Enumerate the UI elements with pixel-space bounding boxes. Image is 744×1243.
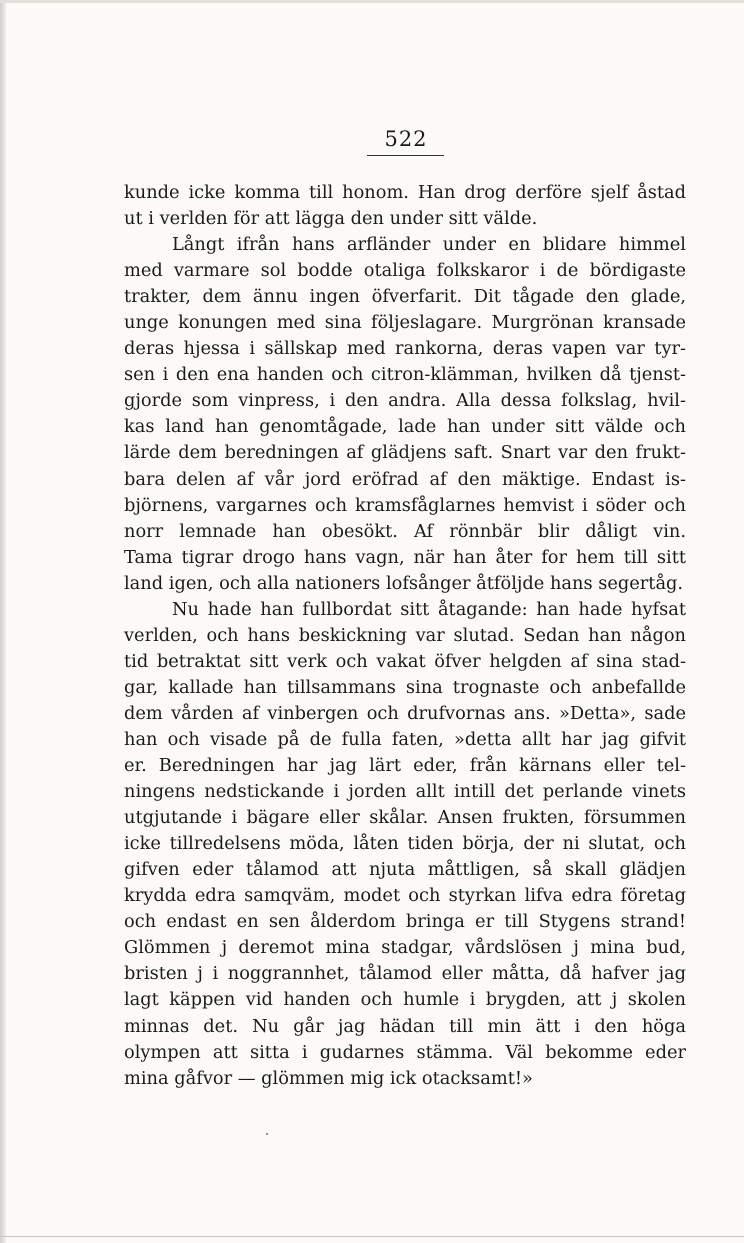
text-line: gar, kallade han tillsammans sina trognaste och anbefallde: [124, 676, 686, 698]
text-line: Tama tigrar drogo hans vagn, när han åter for hem till sitt: [124, 546, 686, 568]
page-binding-edge: [0, 0, 6, 1243]
text-line: krydda edra samqväm, modet och styrkan lifva edra företag: [124, 885, 686, 907]
text-line: och endast en sen ålderdom bringa er till Stygens strand!: [124, 911, 686, 933]
page-number: 522: [384, 127, 428, 151]
text-line: gjorde som vinpress, i den andra. Alla dessa folkslag, hvil-: [124, 390, 686, 412]
text-line: Glömmen j deremot mina stadgar, vårdslösen j mina bud,: [124, 937, 686, 959]
ink-speck: [266, 1133, 268, 1135]
page-bottom-edge: [0, 1236, 744, 1237]
text-line: deras hjessa i sällskap med rankorna, deras vapen var tyr-: [124, 338, 686, 360]
text-line: mina gåfvor — glömmen mig ick otacksamt!»: [124, 1067, 533, 1089]
text-line: dem vården af vinbergen och drufvornas ans. »Detta», sade: [124, 702, 686, 724]
text-line: icke tillredelsens möda, låten tiden börja, der ni slutat, och: [124, 833, 686, 855]
text-line: kas land han genomtågade, lade han under sitt välde och: [124, 416, 686, 438]
text-line: ut i verlden för att lägga den under sitt välde.: [124, 208, 538, 230]
text-line: sen i den ena handen och citron-klämman, hvilken då tjenst-: [124, 364, 686, 386]
text-line: land igen, och alla nationers lofsånger åtföljde hans segertåg.: [124, 572, 684, 594]
text-line: han och visade på de fulla faten, »detta allt har jag gifvit: [124, 728, 686, 750]
text-line: trakter, dem ännu ingen öfverfarit. Dit tågade den glade,: [124, 286, 686, 308]
text-line: bristen j i noggrannhet, tålamod eller måtta, då hafver jag: [124, 963, 686, 985]
page-top-edge: [0, 0, 744, 3]
text-line: utgjutande i bägare eller skålar. Ansen frukten, försummen: [124, 807, 686, 829]
text-line: björnens, vargarnes och kramsfåglarnes hemvist i söder och: [124, 494, 686, 516]
text-line: lagt käppen vid handen och humle i brygden, att j skolen: [124, 989, 686, 1011]
text-line: Långt ifrån hans arfländer under en blidare himmel: [172, 234, 686, 256]
text-line: bara delen af vår jord eröfrad af den mäktige. Endast is-: [124, 468, 686, 490]
text-line: olympen att sitta i gudarnes stämma. Väl bekomme eder: [124, 1041, 686, 1063]
page-number-rule: [367, 155, 444, 156]
text-line: er. Beredningen har jag lärt eder, från kärnans eller tel-: [124, 755, 686, 777]
text-line: unge konungen med sina följeslagare. Murgrönan kransade: [124, 312, 686, 334]
body-text: [124, 180, 686, 1092]
text-line: norr lemnade han obesökt. Af rönnbär blir dåligt vin.: [124, 520, 686, 542]
text-line: lärde dem beredningen af glädjens saft. Snart var den frukt-: [124, 442, 686, 464]
text-line: Nu hade han fullbordat sitt åtagande: han hade hyfsat: [172, 598, 686, 620]
text-line: verlden, och hans beskickning var slutad. Sedan han någon: [124, 624, 686, 646]
text-line: med varmare sol bodde otaliga folkskaror i de bördigaste: [124, 260, 686, 282]
text-line: gifven eder tålamod att njuta måttligen, så skall glädjen: [124, 859, 686, 881]
text-line: minnas det. Nu går jag hädan till min ätt i den höga: [124, 1015, 686, 1037]
text-line: kunde icke komma till honom. Han drog derföre sjelf åstad: [124, 182, 686, 203]
text-line: tid betraktat sitt verk och vakat öfver helgden af sina stad-: [124, 650, 686, 672]
text-line: ningens nedstickande i jorden allt intill det perlande vinets: [124, 781, 686, 803]
